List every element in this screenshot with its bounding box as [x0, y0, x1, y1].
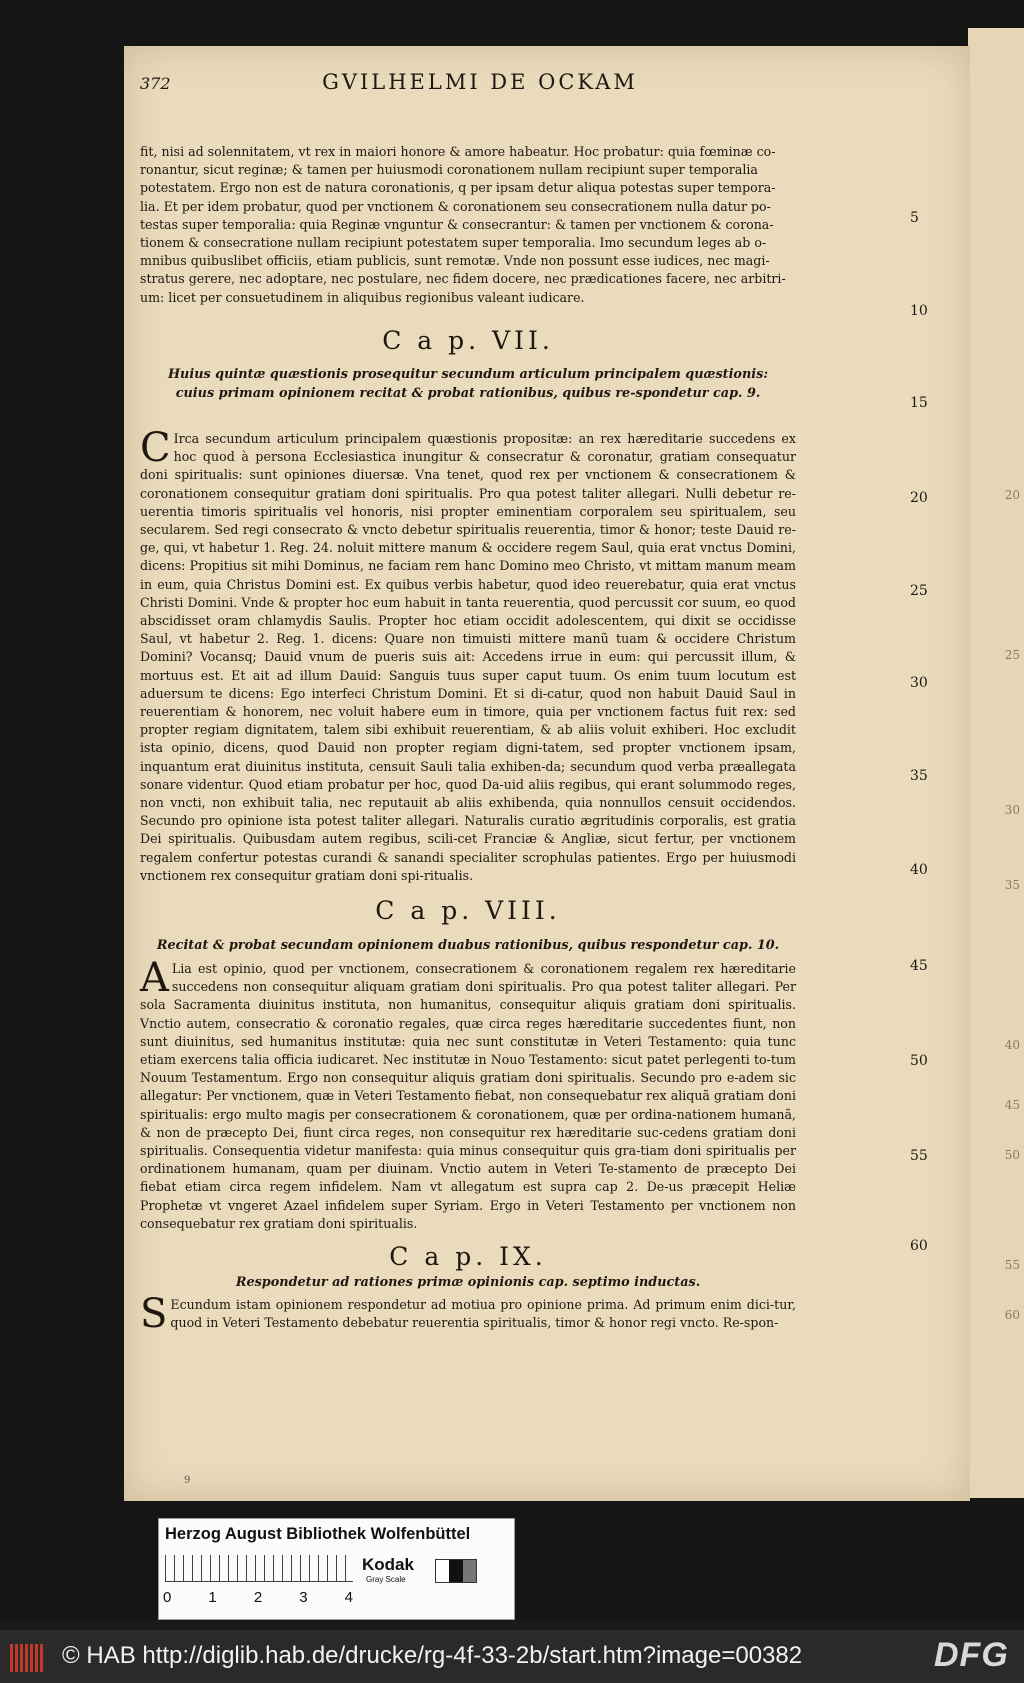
text-line: fit, nisi ad solennitatem, vt rex in maiori honore & amore habeatur. Hoc probatur: quia fœminæ co- [140, 144, 776, 159]
line-number: 55 [910, 1148, 928, 1164]
facing-line-number: 50 [1004, 1148, 1020, 1162]
color-target-card [158, 1518, 515, 1620]
line-number: 15 [910, 395, 928, 411]
footer-bar [0, 1630, 1024, 1683]
text-line: potestatem. Ergo non est de natura coronationis, q per ipsam detur aliqua potestas super tempora- [140, 180, 776, 196]
facing-line-number: 60 [1004, 1308, 1020, 1322]
chapter-summary: Respondetur ad rationes primæ opinionis cap. septimo inductas. [235, 1275, 701, 1290]
hab-logo-icon [10, 1644, 44, 1672]
running-title: GVILHELMI DE OCKAM [322, 70, 638, 94]
facing-line-number: 30 [1004, 803, 1020, 817]
scale-ruler [165, 1555, 353, 1582]
chapter-body: Lia est opinio, quod per vnctionem, consecrationem & coronationem regalem rex hæreditarie succedens non consequitur aliquam gratiam doni spiritualis. Pro qua potest taliter allegari. Per sola Sacramenta diuinitus instituta, non humanitus, consequitur aliquis gratiam doni spiritualis. Vnctio autem, consecratio & coronatio regales, quæ circa reges hæreditarie succedentes fiunt, non sunt diuinitus, sed humanitus institutæ: quia nec sunt constitutæ in Veteri Testamento: quia tunc etiam exercens talia officia iudicaret. Nec institutæ in Nouo Testamento: sicut patet perlegenti to-tum Nouum Testamentum. Ergo non consequitur aliquis gratiam doni spiritualis. Secundo pro e-adem sic allegatur: Per vnctionem, quæ in Veteri Testamento fiebat, non consequebatur rex aliquã gratiam doni spiritualis: ergo multo magis per consecrationem & coronationem, quæ per ordina-nationem humanã, & non de præcepto Dei, fiunt circa reges, non consequitur rex hæreditarie suc-cedens gratiam doni spiritualis. Consequentia videtur manifesta: quia minus consequitur quis gra-tiam doni spiritualis per ordinationem humanam, quam per diuinam. Vnctio autem in Veteri Te-stamento de præcepto Dei fiebat etiam circa regem infidelem. Nam vt allegatum est supra cap 2. De-us præcepit Heliæ Prophetæ vt vngeret Azael infidelem super Syriam. Ergo in Veteri Testamento per vnctionem non consequebatur rex gratiam doni spiritualis. [140, 961, 796, 1231]
text-line: stratus gerere, nec adoptare, nec postulare, nec fidem docere, nec prædicationes facere, nec arbitri- [140, 271, 786, 287]
text-line: lia. Et per idem probatur, quod per vnctionem & coronationem seu consecrationem nulla datur po- [140, 198, 771, 214]
copyright-url: © HAB http://diglib.hab.de/drucke/rg-4f-33-2b/start.htm?image=00382 [62, 1642, 803, 1669]
dfg-logo: DFG [934, 1636, 1009, 1674]
text-line: mnibus quibuslibet officiis, etiam publicis, sunt remotæ. Vnde non possunt esse iudices, nec magi- [140, 253, 770, 269]
facing-line-number: 20 [1004, 488, 1020, 502]
chapter-heading: C a p. VII. [382, 326, 554, 355]
chapter-summary: Recitat & probat secundam opinionem duabus rationibus, quibus respondetur cap. 10. [156, 938, 780, 953]
line-number: 45 [910, 958, 928, 974]
line-number: 35 [910, 768, 928, 784]
line-number: 60 [910, 1238, 928, 1254]
corner-mark: 9 [184, 1475, 191, 1486]
line-number: 30 [910, 675, 928, 691]
line-number: 20 [910, 490, 928, 506]
facing-line-number: 40 [1004, 1038, 1020, 1052]
ruler-number: 3 [299, 1589, 308, 1606]
text-line: um: licet per consuetudinem in aliquibus regionibus valeant iudicare. [140, 289, 585, 305]
text-block-intro [140, 143, 796, 307]
line-number: 50 [910, 1053, 928, 1069]
ruler-number: 2 [253, 1589, 263, 1606]
ruler-number: 0 [163, 1589, 172, 1606]
gray-scale-label: Gray Scale [366, 1575, 406, 1584]
page-number: 372 [140, 74, 171, 93]
chapter-text [140, 1291, 796, 1337]
library-label: Herzog August Bibliothek Wolfenbüttel [165, 1525, 471, 1543]
facing-line-number: 55 [1004, 1258, 1020, 1272]
chapter-summary: Huius quintæ quæstionis prosequitur secundum articulum principalem quæstionis: cuius primam opinionem recitat & probat rationibus, quibus re-spondetur cap. 9. [167, 367, 769, 401]
drop-initial: A [140, 955, 169, 1001]
chapter-heading: C a p. IX. [389, 1242, 547, 1271]
line-number: 5 [910, 210, 919, 226]
gray-scale-swatch [435, 1559, 477, 1583]
facing-line-number: 45 [1004, 1098, 1020, 1112]
kodak-logo: Kodak [362, 1555, 414, 1574]
line-number: 40 [910, 862, 928, 878]
chapter-text [140, 955, 796, 1233]
facing-page-edge [968, 28, 1024, 1498]
facing-line-number: 25 [1004, 648, 1020, 662]
ruler-number: 4 [344, 1589, 353, 1606]
chapter-body: Irca secundum articulum principalem quæstionis propositæ: an rex hæreditarie succedens ex hoc quod à persona Ecclesiastica inungitur & consecratur & coronatur, gratiam consequatur doni spiritualis: sunt opiniones diuersæ. Vna tenet, quod rex per vnctionem & consecrationem & coronationem consequitur gratiam doni spiritualis. Pro qua potest taliter allegari. Nulli debetur re-uerentia timoris spiritualis vel honoris, nisi propter eminentiam corporalem seu spiritualem, seu secularem. Sed regi consecrato & vncto debetur spiritualis reuerentia, timor & honor; teste Dauid re-ge, qui, vt habetur 1. Reg. 24. noluit mittere manum & occidere regem Saul, quia erat vnctus Domini, dicens: Propitius sit mihi Dominus, ne faciam rem hanc Domino meo Christo, vt mittam manum meam in eum, quia Christus Domini est. Ex quibus verbis habetur, quod ideo reuerebatur, quia erat vnctus Christi Domini. Vnde & propter hoc eum habuit in tanta reuerentia, quod percussit cor suum, eo quod abscidisset oram chlamydis Saulis. Propter hoc etiam occidit adolescentem, qui dixit se occidisse Saul, vt habetur 2. Reg. 1. dicens: Quare non timuisti mittere manũ tuam & occidere Christum Domini? Vocansq; Dauid vnum de pueris suis ait: Accedens irrue in eum: qui percussit illum, & mortuus est. Et ait ad illum Dauid: Sanguis tuus super caput tuum. Os enim tuum locutum est aduersum te dicens: Ego interfeci Christum Domini. Et si di-catur, quod non habuit Dauid Saul in reuerentiam & honorem, nec voluit habere eum in timore, quia per vnctionem factus fuit rex: sed propter regiam dignitatem, talem sibi exhibuit reuerentiam, & ab aliis voluit exhiberi. Hoc excludit ista opinio, dicens, quod Dauid non propter regiam digni-tatem, sed propter vnctionem ipsam, inquantum erat diuinitus instituta, censuit Sauli talia exhiben-da; secundum quod verba præallegata sonare videntur. Quod etiam probatur per hoc, quod Da-uid aliis regibus, qui erant solummodo reges, non vncti, non exhibuit talia, nec reputauit ab aliis exhibenda, quia nonnullos censuit occidendos. Secundo pro opinione ista potest taliter allegari. Naturalis curatio ægritudinis corporalis, est gratia Dei spiritualis. Quibusdam autem regibus, scili-cet Franciæ & Angliæ, sicut fertur, per vnctionem regalem confertur potestas curandi & sanandi specialiter scrophulas patientes. Ergo per huiusmodi vnctionem rex consequitur gratiam doni spi-ritualis. [140, 431, 796, 883]
drop-initial: C [140, 425, 171, 471]
ruler-number: 1 [208, 1589, 217, 1606]
text-line: ronantur, sicut reginæ; & tamen per huiusmodi coronationem nullam recipiunt super temporalia [140, 162, 758, 178]
facing-line-number: 35 [1004, 878, 1020, 892]
text-line: tionem & consecratione nullam recipiunt potestatem super temporalia. Imo secundum leges ab o- [140, 235, 767, 251]
chapter-body: Ecundum istam opinionem respondetur ad motiua pro opinione prima. Ad primum enim dici-tur, quod in Veteri Testamento debebatur reuerentia spiritualis, timor & honor regi vncto. Re-spon- [170, 1297, 796, 1331]
chapter-heading: C a p. VIII. [375, 896, 561, 925]
line-number: 25 [910, 583, 928, 599]
drop-initial: S [140, 1291, 168, 1337]
line-number: 10 [910, 303, 928, 319]
chapter-text [140, 425, 796, 885]
text-line: testas super temporalia: quia Reginæ vnguntur & consecrantur: & tamen per vnctionem & corona- [140, 216, 774, 232]
ruler-numbers [163, 1589, 353, 1606]
